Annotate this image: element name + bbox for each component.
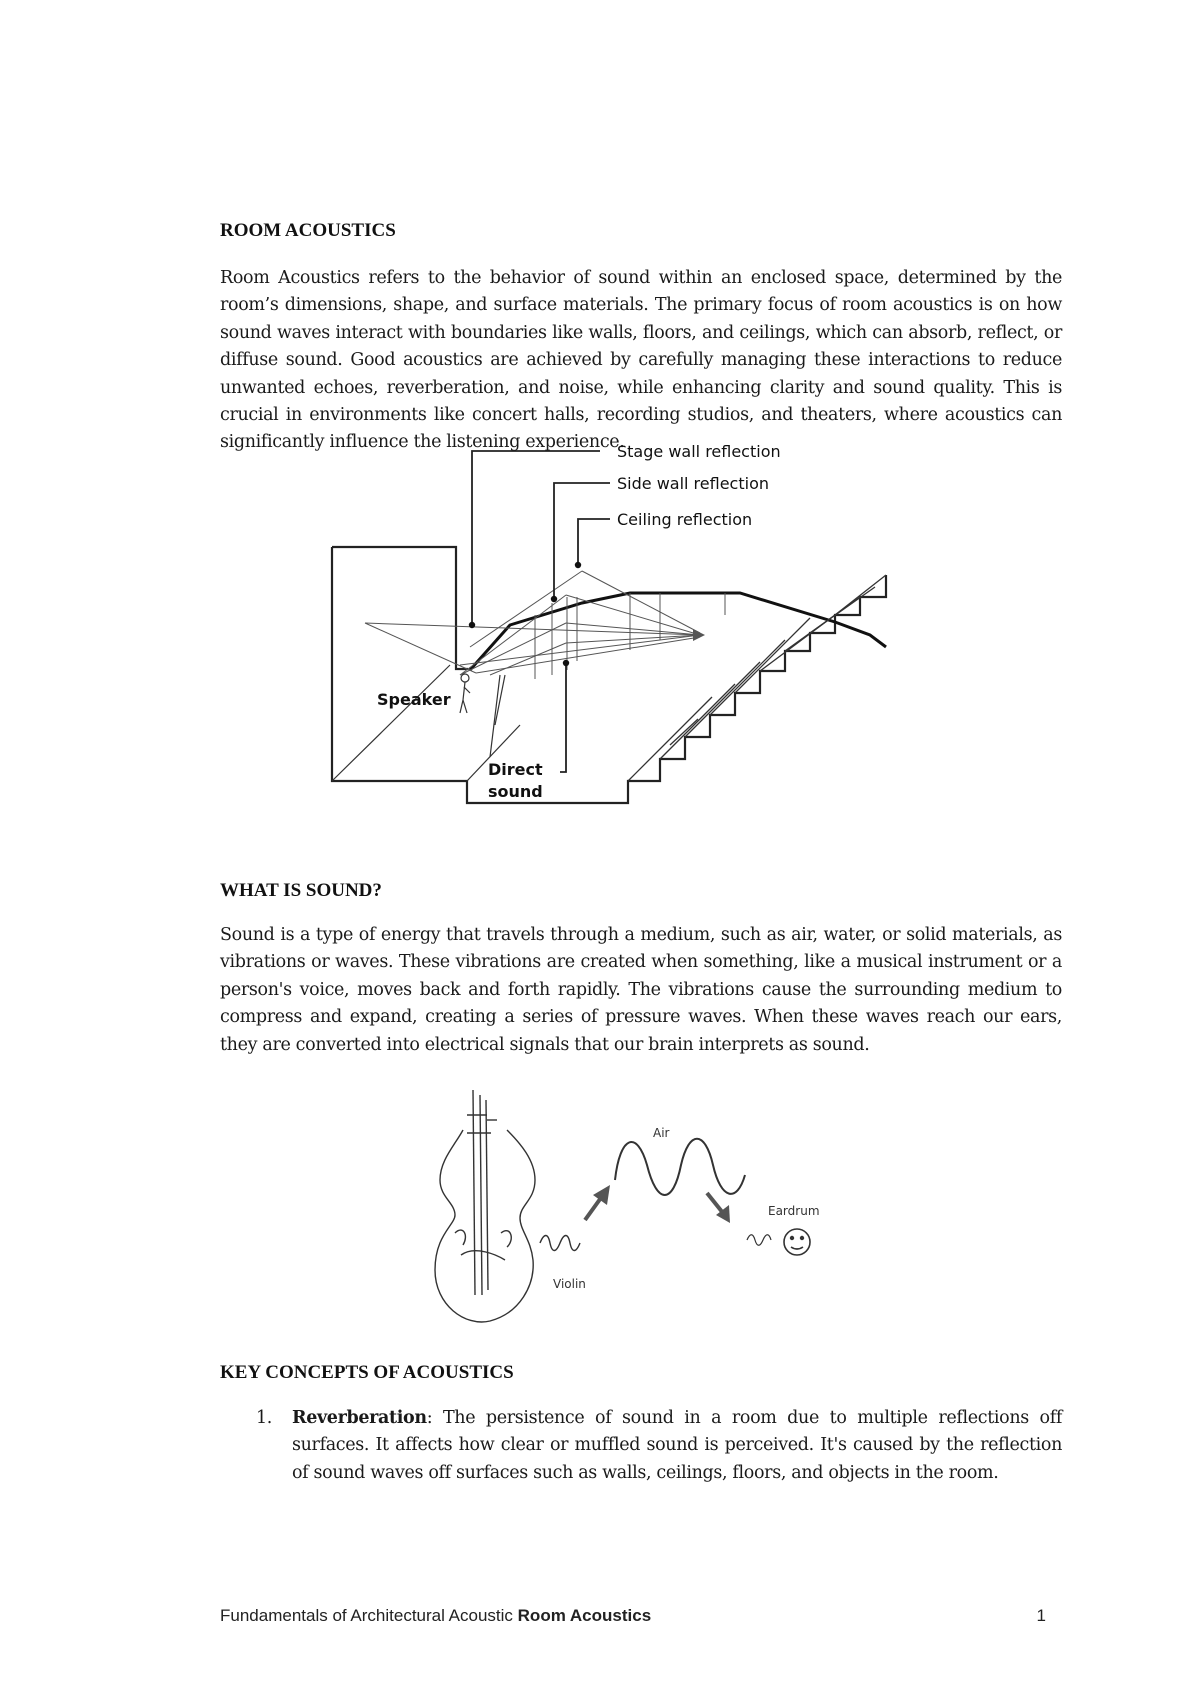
- label-violin: Violin: [553, 1277, 586, 1291]
- listener-face-icon: [784, 1229, 810, 1255]
- list-item-term: Reverberation: [292, 1408, 427, 1428]
- air-wave: [615, 1139, 745, 1195]
- ear-sound-wave: [747, 1235, 771, 1246]
- label-direct: Direct: [488, 760, 543, 779]
- paragraph-room-acoustics: Room Acoustics refers to the behavior of sound within an enclosed space, determined by the room’s dimensions, shape, and surface materials. The primary focus of room acoustics is on how sound waves interact with boundaries like walls, floors, and ceilings, which can absorb, reflect, or diffuse sound. Good acoustics are achieved by carefully managing these interactions to reduce unwanted echoes, reverberation, and noise, while enhancing clarity and sound quality. This is crucial in environments like concert halls, recording studios, and theaters, where acoustics can significantly influence the listening experience.: [220, 268, 1062, 453]
- key-concepts-list: [250, 1405, 1062, 1487]
- list-item-number: 1.: [256, 1408, 272, 1428]
- label-ceiling-reflection: Ceiling reflection: [617, 510, 753, 529]
- arrow-to-eardrum: [707, 1193, 723, 1213]
- leader-lines: [472, 451, 610, 772]
- violin-sound-wave: [540, 1236, 580, 1251]
- stage-wall: [332, 547, 468, 669]
- stair-hatching: [628, 575, 886, 781]
- room-acoustics-diagram: [330, 442, 950, 875]
- label-eardrum: Eardrum: [768, 1204, 820, 1218]
- footer-bold-title: Room Acoustics: [517, 1606, 652, 1625]
- floor-edge: [332, 665, 450, 781]
- ray-arrowhead: [693, 629, 705, 641]
- section-heading-what-is-sound: WHAT IS SOUND?: [220, 880, 382, 901]
- list-item: [250, 1405, 1062, 1487]
- label-speaker: Speaker: [377, 690, 451, 709]
- paragraph-what-is-sound: Sound is a type of energy that travels through a medium, such as air, water, or solid materials, as vibrations or waves. These vibrations are created when something, like a musical instrument or a person's voice, moves back and forth rapidly. The vibrations cause the surrounding medium to compress and expand, creating a series of pressure waves. When these waves reach our ears, they are converted into electrical signals that our brain interprets as sound.: [220, 925, 1062, 1055]
- label-side-wall-reflection: Side wall reflection: [617, 474, 769, 493]
- section-heading-key-concepts: KEY CONCEPTS OF ACOUSTICS: [220, 1362, 514, 1383]
- sound-wave-diagram: [425, 1085, 845, 1335]
- list-item-text: : The persistence of sound in a room due to multiple reflections off surfaces. It affects how clear or muffled sound is perceived. It's caused by the reflection of sound waves off surfaces such as walls, ceilings, floors, and objects in the room.: [292, 1408, 1062, 1483]
- section-heading-room-acoustics: ROOM ACOUSTICS: [220, 220, 396, 241]
- reflection-rays: [365, 571, 725, 679]
- page-footer: [220, 1606, 1062, 1626]
- page-number: 1: [1036, 1606, 1046, 1625]
- label-stage-wall-reflection: Stage wall reflection: [617, 442, 781, 461]
- footer-text: Fundamentals of Architectural Acoustic: [220, 1606, 518, 1625]
- speaker-figure: [460, 674, 470, 713]
- label-air: Air: [653, 1126, 670, 1140]
- label-sound: sound: [488, 782, 543, 801]
- violin-drawing: [435, 1090, 535, 1322]
